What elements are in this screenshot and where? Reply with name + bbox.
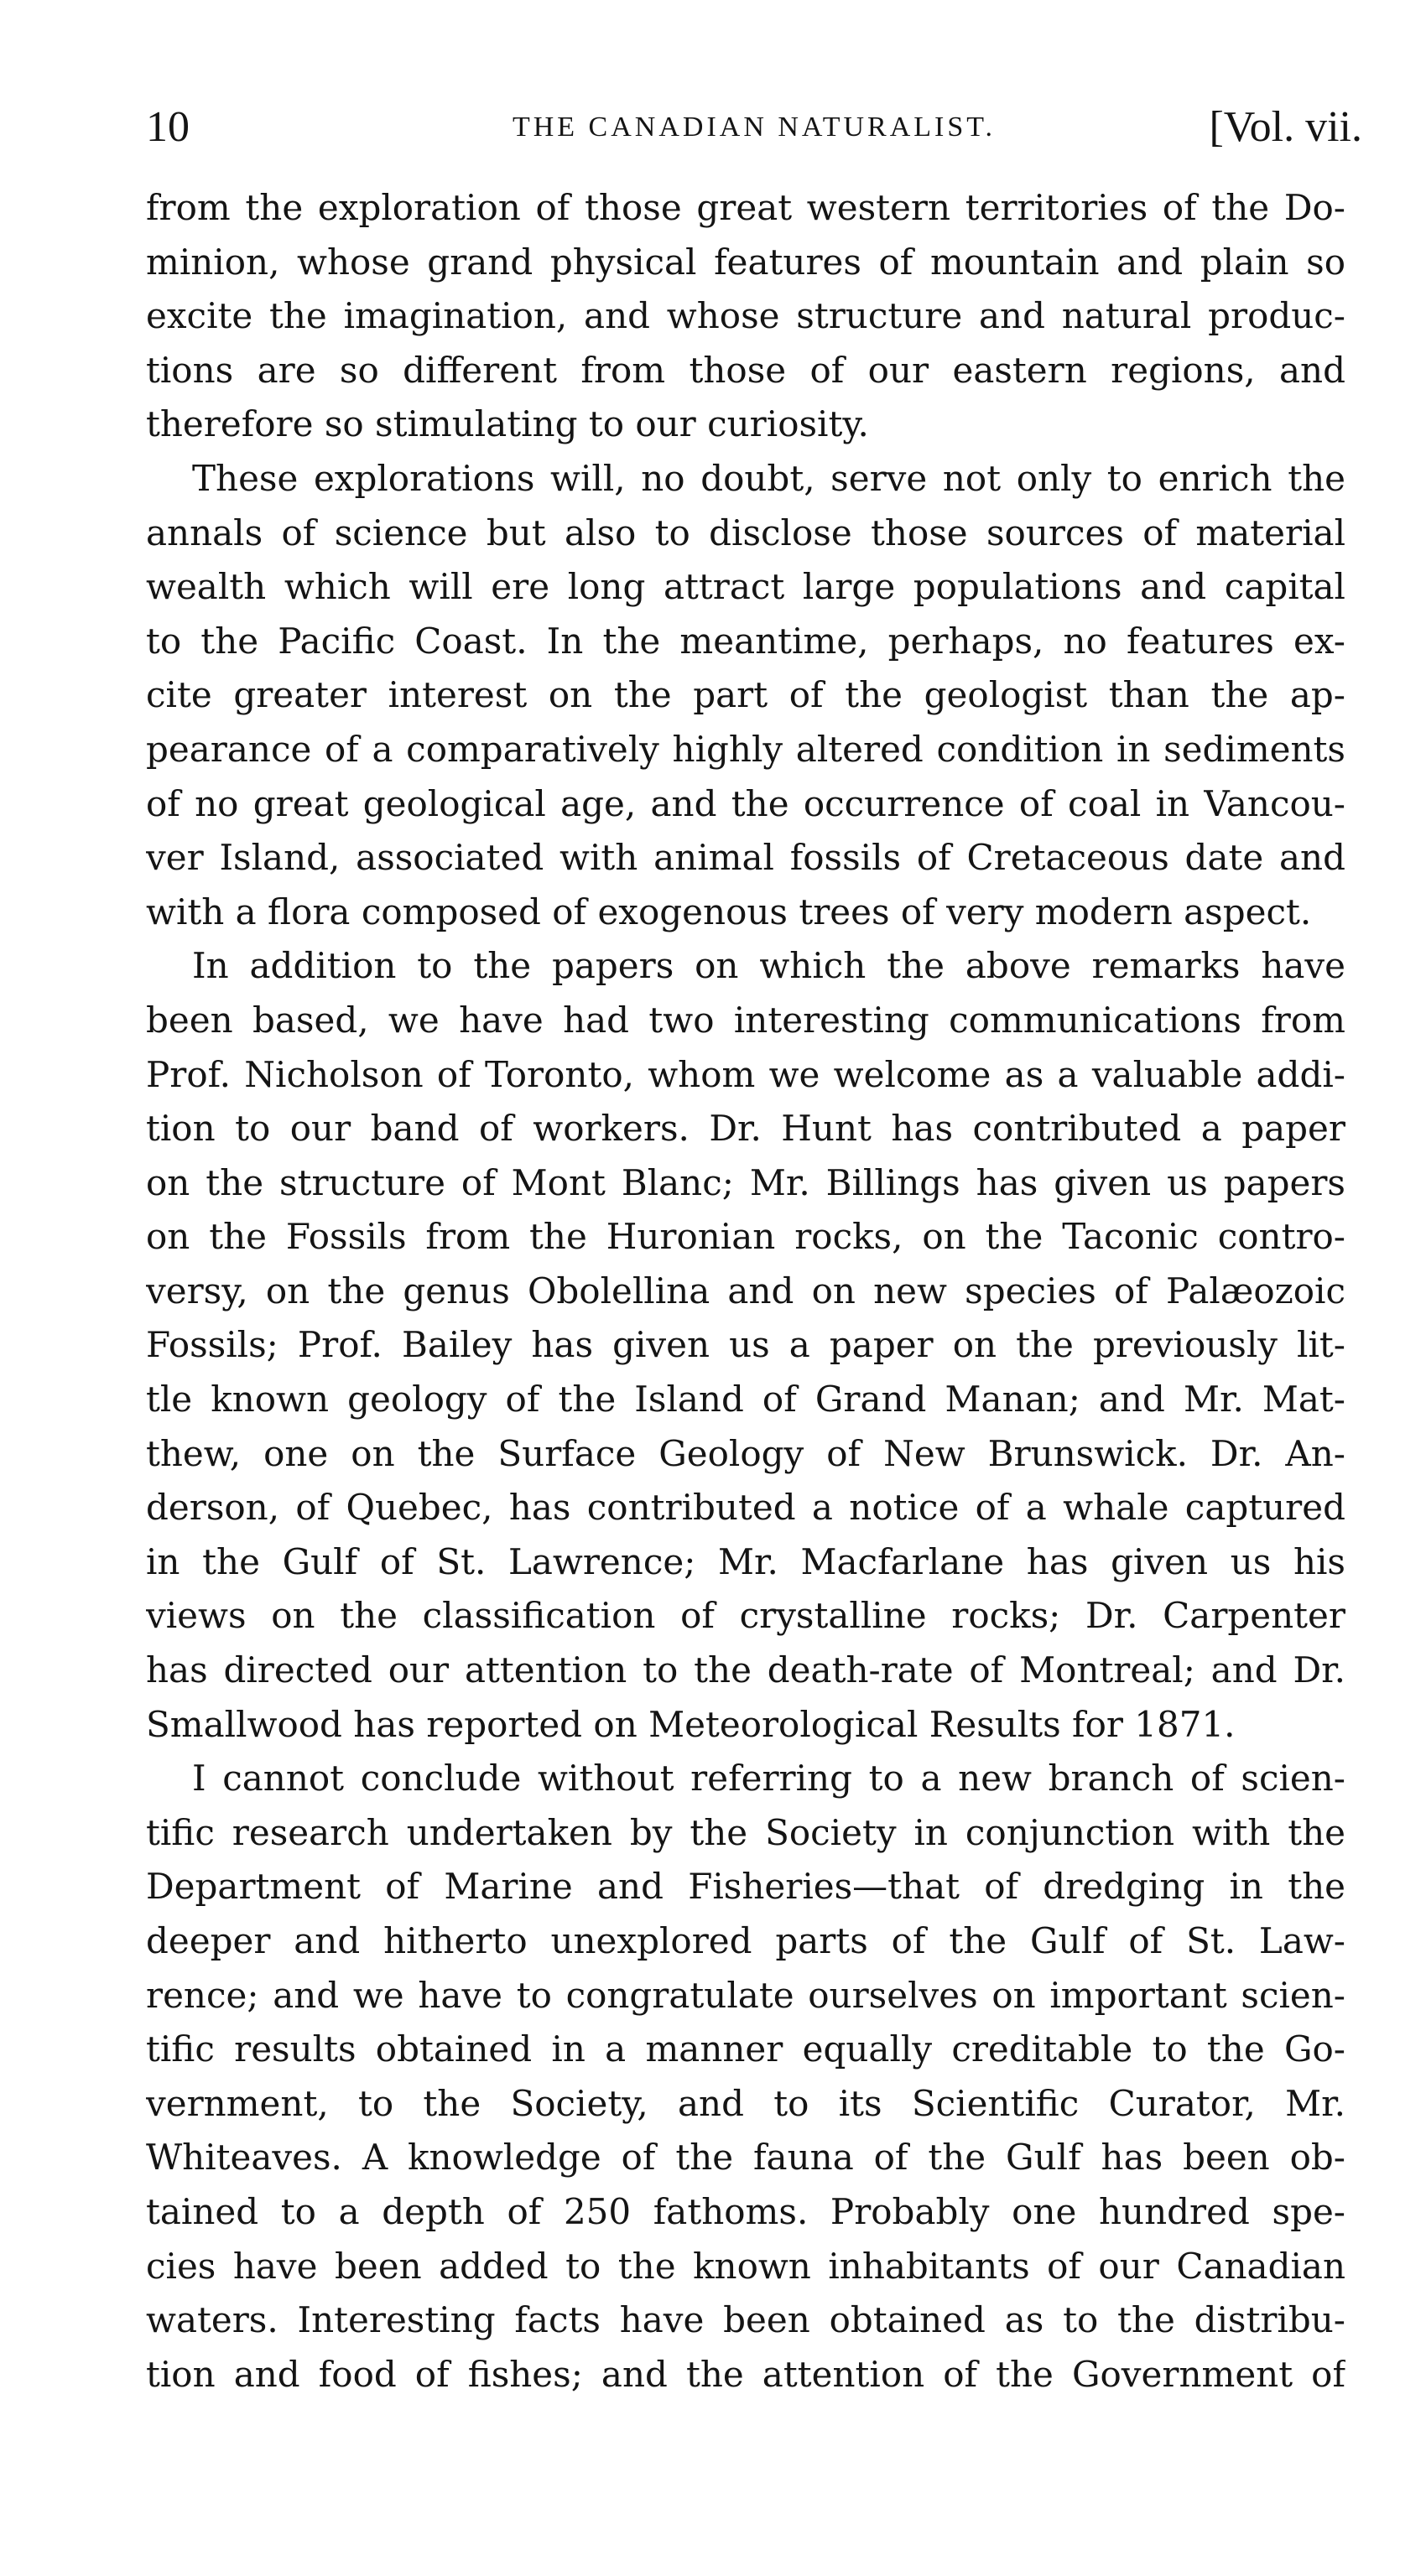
text-line: derson, of Quebec, has contributed a notice of a whale captured <box>146 1487 1345 1529</box>
text-line: cies have been added to the known inhabitants of our Canadian <box>146 2245 1345 2287</box>
text-line: in the Gulf of St. Lawrence; Mr. Macfarlane has given us his <box>146 1540 1345 1582</box>
text-line: deeper and hitherto unexplored parts of the Gulf of St. Law- <box>146 1920 1345 1961</box>
text-line: versy, on the genus Obolellina and on new species of Palæozoic <box>146 1270 1345 1311</box>
page-number: 10 <box>146 103 190 151</box>
text-line: tle known geology of the Island of Grand Manan; and Mr. Mat- <box>146 1379 1345 1420</box>
text-line: These explorations will, no doubt, serve not only to enrich the <box>192 457 1345 499</box>
text-line: therefore so stimulating to our curiosity. <box>146 403 869 445</box>
text-line: rence; and we have to congratulate ourselves on important scien- <box>146 1974 1345 2016</box>
text-line: on the structure of Mont Blanc; Mr. Billings has given us papers <box>146 1161 1345 1203</box>
text-line: tained to a depth of 250 fathoms. Probably one hundred spe- <box>146 2190 1345 2232</box>
text-line: vernment, to the Society, and to its Scientific Curator, Mr. <box>146 2082 1345 2124</box>
text-line: pearance of a comparatively highly altered condition in sediments <box>146 728 1345 770</box>
text-line: from the exploration of those great western territories of the Do- <box>146 187 1345 228</box>
text-line: Fossils; Prof. Bailey has given us a paper on the previously lit- <box>146 1324 1345 1366</box>
text-line: excite the imagination, and whose structure and natural produc- <box>146 295 1345 337</box>
body-text <box>146 181 1345 2402</box>
text-line: annals of science but also to disclose those sources of material <box>146 512 1345 553</box>
running-head <box>146 94 1362 161</box>
text-line: tion to our band of workers. Dr. Hunt has contributed a paper <box>146 1108 1345 1150</box>
text-line: thew, one on the Surface Geology of New Brunswick. Dr. An- <box>146 1432 1345 1474</box>
text-line: Department of Marine and Fisheries—that of dredging in the <box>146 1866 1345 1908</box>
text-line: been based, we have had two interesting communications from <box>146 999 1345 1041</box>
text-line: wealth which will ere long attract large populations and capital <box>146 566 1345 608</box>
text-line: tions are so different from those of our eastern regions, and <box>146 349 1345 391</box>
text-line: I cannot conclude without referring to a new branch of scien- <box>192 1758 1345 1800</box>
text-line: Prof. Nicholson of Toronto, whom we welcome as a valuable addi- <box>146 1053 1345 1095</box>
text-line: ver Island, associated with animal fossils of Cretaceous date and <box>146 837 1345 879</box>
text-line: cite greater interest on the part of the geologist than the ap- <box>146 674 1345 716</box>
text-line: has directed our attention to the death-rate of Montreal; and Dr. <box>146 1649 1345 1691</box>
text-line: views on the classification of crystalline rocks; Dr. Carpenter <box>146 1595 1345 1637</box>
text-line: tific research undertaken by the Society in conjunction with the <box>146 1811 1345 1853</box>
text-line: Smallwood has reported on Meteorological Results for 1871. <box>146 1703 1236 1745</box>
text-line: In addition to the papers on which the above remarks have <box>192 945 1345 987</box>
text-line: of no great geological age, and the occurrence of coal in Vancou- <box>146 782 1345 824</box>
text-line: on the Fossils from the Huronian rocks, on the Taconic contro- <box>146 1216 1345 1258</box>
text-line: with a flora composed of exogenous trees of very modern aspect. <box>146 891 1312 932</box>
volume-label: [Vol. vii. <box>1209 103 1362 151</box>
journal-title: THE CANADIAN NATURALIST. <box>512 112 997 143</box>
text-line: tific results obtained in a manner equally creditable to the Go- <box>146 2028 1345 2070</box>
text-line: tion and food of fishes; and the attention of the Government of <box>146 2353 1345 2395</box>
text-line: Whiteaves. A knowledge of the fauna of the Gulf has been ob- <box>146 2137 1345 2179</box>
text-line: to the Pacific Coast. In the meantime, perhaps, no features ex- <box>146 620 1345 662</box>
text-line: minion, whose grand physical features of mountain and plain so <box>146 241 1345 283</box>
text-line: waters. Interesting facts have been obtained as to the distribu- <box>146 2299 1345 2341</box>
